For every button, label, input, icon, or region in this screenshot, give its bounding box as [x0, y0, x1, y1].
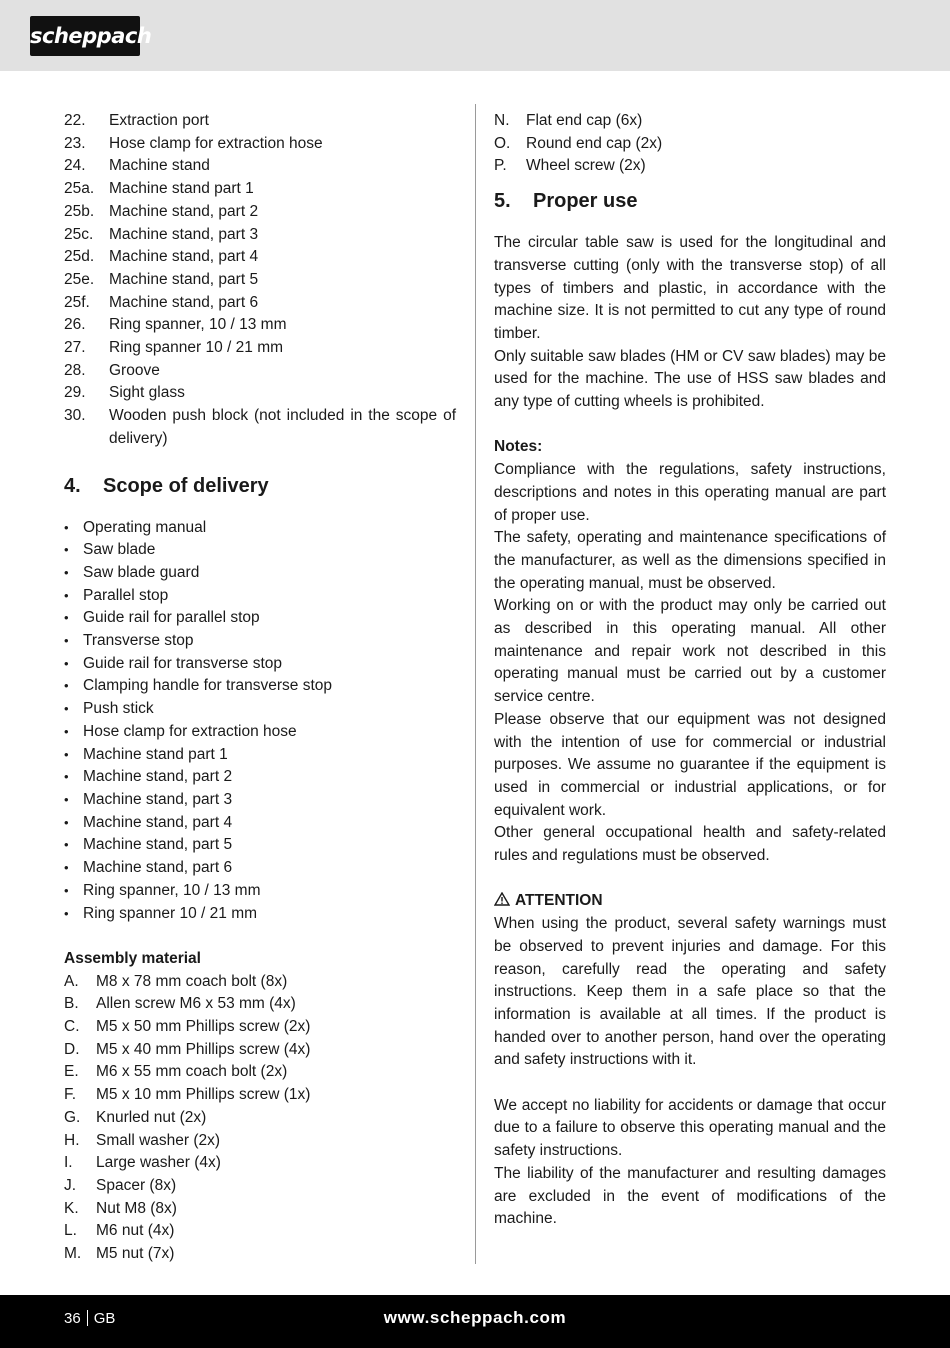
- list-item-text: Round end cap (2x): [526, 134, 663, 152]
- list-item: [64, 360, 456, 383]
- list-item: [494, 133, 886, 156]
- list-item-text: Machine stand, part 4: [83, 813, 233, 831]
- list-item: [64, 314, 456, 337]
- list-item: [64, 675, 456, 698]
- bullet-icon: •: [64, 610, 69, 626]
- bullet-icon: •: [64, 769, 69, 785]
- notes-paragraph: Working on or with the product may only be carried out as described in this operating manual. All other maintenance and repair work not described in this operating manual must be carried out by a customer service centre.: [494, 597, 886, 706]
- list-item: [64, 744, 456, 767]
- section-heading-scope: [64, 473, 456, 499]
- list-item-text: Saw blade guard: [83, 563, 200, 581]
- parts-list: [64, 110, 456, 451]
- list-item-text: Allen screw M6 x 53 mm (4x): [96, 995, 296, 1013]
- list-item-number: 25c.: [64, 225, 94, 243]
- footer-band: [0, 1295, 950, 1348]
- bullet-icon: •: [64, 519, 69, 535]
- header-band: [0, 0, 950, 71]
- section-heading-proper-use: [494, 188, 886, 214]
- list-item-text: Machine stand, part 2: [83, 768, 233, 786]
- list-item-text: Machine stand part 1: [83, 745, 228, 763]
- list-item-text: Hose clamp for extraction hose: [109, 134, 323, 152]
- list-item-text: Sight glass: [109, 384, 185, 402]
- list-item-number: G.: [64, 1108, 81, 1126]
- column-divider: [475, 104, 476, 1264]
- scheppach-logo: scheppach: [30, 16, 140, 56]
- list-item-text: Wooden push block (not included in the scope of delivery): [109, 407, 456, 447]
- list-item-number: I.: [64, 1154, 73, 1172]
- list-item: [64, 1220, 456, 1243]
- list-item-text: Extraction port: [109, 112, 209, 129]
- list-item-number: O.: [494, 134, 511, 152]
- proper-use-paragraph: The circular table saw is used for the longitudinal and transverse cutting (only with the transverse stop) of all types of timbers and plastic, in accordance with the machine size. It is not permitted to cut any type of round timber.: [494, 234, 886, 342]
- list-item-text: Guide rail for parallel stop: [83, 609, 260, 627]
- list-item: [64, 789, 456, 812]
- list-item-number: D.: [64, 1040, 80, 1058]
- list-item: [64, 1061, 456, 1084]
- list-item-text: Saw blade: [83, 541, 156, 559]
- list-item: [64, 993, 456, 1016]
- right-column: [494, 110, 886, 1231]
- list-item-text: Operating manual: [83, 518, 207, 536]
- list-item-text: Machine stand, part 6: [83, 859, 233, 877]
- bullet-icon: •: [64, 882, 69, 898]
- list-item-text: M6 x 55 mm coach bolt (2x): [96, 1063, 288, 1081]
- list-item: [64, 1084, 456, 1107]
- list-item-text: Ring spanner 10 / 21 mm: [109, 339, 284, 357]
- list-item: [64, 1107, 456, 1130]
- list-item-number: L.: [64, 1222, 77, 1240]
- list-item: [64, 971, 456, 994]
- list-item: [64, 834, 456, 857]
- list-item-text: Nut M8 (8x): [96, 1199, 177, 1217]
- list-item-number: H.: [64, 1131, 80, 1149]
- list-item-number: 30.: [64, 407, 86, 425]
- attention-title: ATTENTION: [515, 892, 603, 910]
- bullet-icon: •: [64, 791, 69, 807]
- list-item-text: Ring spanner, 10 / 13 mm: [109, 316, 287, 334]
- bullet-icon: •: [64, 837, 69, 853]
- list-item-number: 28.: [64, 361, 86, 379]
- list-item-text: Flat end cap (6x): [526, 112, 643, 129]
- list-item: [64, 1175, 456, 1198]
- list-item-number: 25e.: [64, 270, 95, 288]
- section-number: 4.: [64, 474, 81, 497]
- section-title: Scope of delivery: [103, 474, 269, 497]
- list-item-text: M8 x 78 mm coach bolt (8x): [96, 972, 288, 990]
- list-item: [64, 766, 456, 789]
- list-item-text: Machine stand, part 3: [109, 225, 259, 243]
- list-item-number: 29.: [64, 384, 86, 402]
- language-code: GB: [93, 1310, 116, 1327]
- warning-triangle-icon: [494, 892, 510, 906]
- list-item: [494, 155, 886, 178]
- list-item: [64, 607, 456, 630]
- list-item: [64, 155, 456, 178]
- liability-paragraph: The liability of the manufacturer and resulting damages are excluded in the event of modifications of the machine.: [494, 1164, 886, 1228]
- assembly-list: [64, 971, 456, 1266]
- list-item-number: 25d.: [64, 248, 95, 266]
- list-item: [64, 1039, 456, 1062]
- list-item-number: M.: [64, 1245, 82, 1263]
- left-column: [64, 110, 456, 1266]
- list-item-text: Knurled nut (2x): [96, 1108, 207, 1126]
- list-item-text: M6 nut (4x): [96, 1222, 175, 1240]
- list-item-text: Hose clamp for extraction hose: [83, 722, 297, 740]
- bullet-icon: •: [64, 633, 69, 649]
- list-item-number: 26.: [64, 316, 86, 334]
- list-item-text: Ring spanner 10 / 21 mm: [83, 904, 258, 922]
- list-item: [64, 382, 456, 405]
- list-item-text: Small washer (2x): [96, 1131, 221, 1149]
- bullet-icon: •: [64, 587, 69, 603]
- list-item-text: Machine stand, part 5: [83, 836, 233, 854]
- list-item: [64, 292, 456, 315]
- notes-paragraph: Please observe that our equipment was not designed with the intention of use for commercial or industrial purposes. We assume no guarantee if the equipment is used in commercial or industrial applications, or for equivalent work.: [494, 710, 886, 819]
- list-item-text: Transverse stop: [83, 632, 194, 650]
- list-item-number: 25b.: [64, 202, 95, 220]
- list-item-number: 24.: [64, 157, 86, 175]
- list-item-number: 25a.: [64, 180, 95, 198]
- list-item: [64, 405, 456, 450]
- list-item-text: Machine stand, part 2: [109, 202, 259, 220]
- list-item-text: Groove: [109, 361, 160, 379]
- list-item-text: Wheel screw (2x): [526, 157, 646, 175]
- assembly-list-continued: [494, 110, 886, 178]
- list-item: [64, 1016, 456, 1039]
- notes-paragraph: Compliance with the regulations, safety instructions, descriptions and notes in this operating manual are part of proper use.: [494, 461, 886, 524]
- list-item-number: 27.: [64, 339, 86, 357]
- section-number: 5.: [494, 190, 511, 213]
- attention-heading: [494, 890, 886, 913]
- bullet-icon: •: [64, 701, 69, 717]
- list-item-text: M5 x 10 mm Phillips screw (1x): [96, 1086, 311, 1104]
- list-item-number: K.: [64, 1199, 79, 1217]
- list-item-text: Large washer (4x): [96, 1154, 221, 1172]
- bullet-icon: •: [64, 564, 69, 580]
- list-item: [64, 903, 456, 926]
- list-item-number: J.: [64, 1176, 77, 1194]
- website-link[interactable]: www.scheppach.com: [383, 1308, 567, 1327]
- list-item-number: N.: [494, 112, 510, 129]
- notes-title: Notes:: [494, 438, 543, 456]
- list-item-number: C.: [64, 1018, 80, 1035]
- section-title: Proper use: [533, 190, 638, 213]
- list-item-text: Machine stand, part 5: [109, 270, 259, 288]
- list-item-text: M5 nut (7x): [96, 1245, 175, 1263]
- list-item-text: Machine stand, part 4: [109, 248, 259, 266]
- list-item: [64, 721, 456, 744]
- bullet-icon: •: [64, 542, 69, 558]
- list-item-text: Machine stand: [109, 157, 210, 175]
- list-item-text: Machine stand part 1: [109, 180, 254, 198]
- list-item: [64, 246, 456, 269]
- list-item: [64, 880, 456, 903]
- list-item-text: Parallel stop: [83, 586, 169, 604]
- list-item: [64, 585, 456, 608]
- proper-use-paragraph: Only suitable saw blades (HM or CV saw blades) may be used for the machine. The use of HSS saw blades and any type of cutting wheels is prohibited.: [494, 347, 886, 411]
- list-item-text: Machine stand, part 6: [109, 293, 259, 311]
- bullet-icon: •: [64, 905, 69, 921]
- list-item: [64, 812, 456, 835]
- list-item: [64, 539, 456, 562]
- attention-paragraph: When using the product, several safety warnings must be observed to prevent injuries and damage. For this reason, carefully read the operating and safety instructions. Keep them in a safe place so that the information is available at all times. If the product is handed over to another person, hand over the operating and safety instructions with it.: [494, 915, 886, 1069]
- list-item: [494, 110, 886, 133]
- list-item: [64, 562, 456, 585]
- list-item-text: Machine stand, part 3: [83, 790, 233, 808]
- bullet-icon: •: [64, 746, 69, 762]
- list-item: [64, 653, 456, 676]
- list-item-number: F.: [64, 1086, 77, 1104]
- bullet-icon: •: [64, 860, 69, 876]
- list-item: [64, 1152, 456, 1175]
- delivery-list: [64, 517, 456, 926]
- notes-paragraph: The safety, operating and maintenance specifications of the manufacturer, as well as the dimensions specified in the operating manual, must be observed.: [494, 529, 886, 592]
- list-item-text: Push stick: [83, 700, 154, 718]
- list-item: [64, 698, 456, 721]
- list-item-text: Guide rail for transverse stop: [83, 654, 283, 672]
- list-item-text: Clamping handle for transverse stop: [83, 677, 332, 695]
- bullet-icon: •: [64, 814, 69, 830]
- bullet-icon: •: [64, 678, 69, 694]
- assembly-material-title: Assembly material: [64, 949, 201, 967]
- list-item: [64, 1243, 456, 1266]
- list-item-text: M5 x 50 mm Phillips screw (2x): [96, 1018, 311, 1035]
- list-item-number: A.: [64, 972, 79, 990]
- list-item-text: Ring spanner, 10 / 13 mm: [83, 881, 261, 899]
- list-item: [64, 133, 456, 156]
- list-item-text: M5 x 40 mm Phillips screw (4x): [96, 1040, 311, 1058]
- list-item-number: B.: [64, 995, 79, 1013]
- list-item: [64, 1198, 456, 1221]
- list-item-number: E.: [64, 1063, 79, 1081]
- list-item-number: 22.: [64, 112, 86, 129]
- list-item-number: 23.: [64, 134, 86, 152]
- bullet-icon: •: [64, 723, 69, 739]
- list-item-number: P.: [494, 157, 507, 175]
- list-item: [64, 857, 456, 880]
- list-item: [64, 224, 456, 247]
- bullet-icon: •: [64, 655, 69, 671]
- notes-paragraph: Other general occupational health and safety-related rules and regulations must be observed.: [494, 824, 886, 865]
- list-item: [64, 337, 456, 360]
- list-item-text: Spacer (8x): [96, 1176, 177, 1194]
- liability-paragraph: We accept no liability for accidents or damage that occur due to a failure to observe this operating manual and the safety instructions.: [494, 1096, 886, 1160]
- list-item: [64, 517, 456, 540]
- list-item: [64, 269, 456, 292]
- list-item: [64, 630, 456, 653]
- page-number-value: 36: [64, 1310, 81, 1327]
- list-item: [64, 1130, 456, 1153]
- list-item: [64, 201, 456, 224]
- list-item-number: 25f.: [64, 293, 90, 311]
- list-item: [64, 110, 456, 133]
- list-item: [64, 178, 456, 201]
